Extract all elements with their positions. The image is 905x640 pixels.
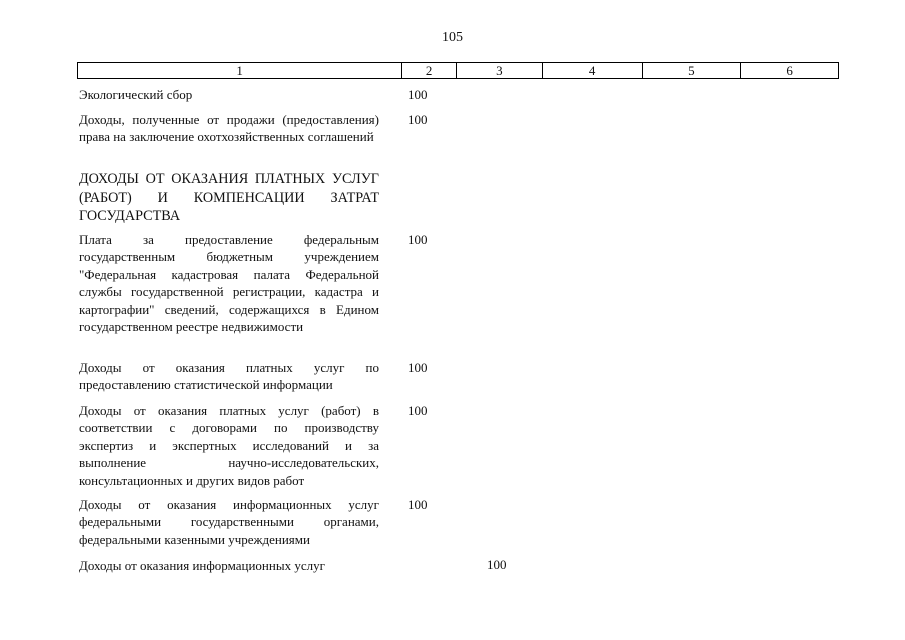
header-col-4: 4 bbox=[543, 63, 643, 78]
table-row bbox=[79, 231, 379, 335]
table-row bbox=[79, 359, 379, 394]
table-header bbox=[77, 62, 839, 79]
table-row bbox=[79, 557, 379, 574]
table-row bbox=[79, 496, 379, 548]
header-col-1: 1 bbox=[78, 63, 402, 78]
row-value: 100 bbox=[487, 557, 507, 572]
row-value: 100 bbox=[408, 232, 428, 247]
row-value: 100 bbox=[408, 497, 428, 512]
row-value: 100 bbox=[408, 360, 428, 375]
row-value: 100 bbox=[408, 87, 428, 102]
row-label: Экологический сбор bbox=[79, 87, 193, 102]
row-value: 100 bbox=[408, 403, 428, 418]
header-col-2: 2 bbox=[402, 63, 457, 78]
row-value: 100 bbox=[408, 112, 428, 127]
header-col-6: 6 bbox=[786, 63, 793, 78]
table-row bbox=[79, 402, 379, 489]
row-label: Доходы, полученные от продажи (предоставления) права на заключение охотхозяйственных соглашений bbox=[79, 112, 379, 145]
row-label: Доходы от оказания платных услуг (работ) в соответствии с договорами по производству экспертиз и экспертных исследований и за выполнение научно-исследовательских, консультационных и других видов работ bbox=[79, 403, 379, 488]
table-row bbox=[79, 86, 379, 103]
section-heading: ДОХОДЫ ОТ ОКАЗАНИЯ ПЛАТНЫХ УСЛУГ (РАБОТ) И КОМПЕНСАЦИИ ЗАТРАТ ГОСУДАРСТВА bbox=[79, 171, 379, 224]
row-label: Доходы от оказания информационных услуг федеральными государственными органами, федеральными казенными учреждениями bbox=[79, 497, 379, 547]
table-row bbox=[79, 111, 379, 146]
row-label: Доходы от оказания информационных услуг bbox=[79, 558, 325, 573]
header-col-5: 5 bbox=[643, 63, 742, 78]
row-label: Доходы от оказания платных услуг по предоставлению статистической информации bbox=[79, 360, 379, 393]
page-number: 105 bbox=[442, 30, 463, 45]
header-col-3: 3 bbox=[457, 63, 543, 78]
table-row-section bbox=[79, 170, 379, 226]
row-label: Плата за предоставление федеральным государственным бюджетным учреждением "Федеральная кадастровая палата Федеральной службы государственной регистрации, кадастра и картографии" сведений, содержащихся в Едином государственном реестре недвижимости bbox=[79, 232, 379, 335]
